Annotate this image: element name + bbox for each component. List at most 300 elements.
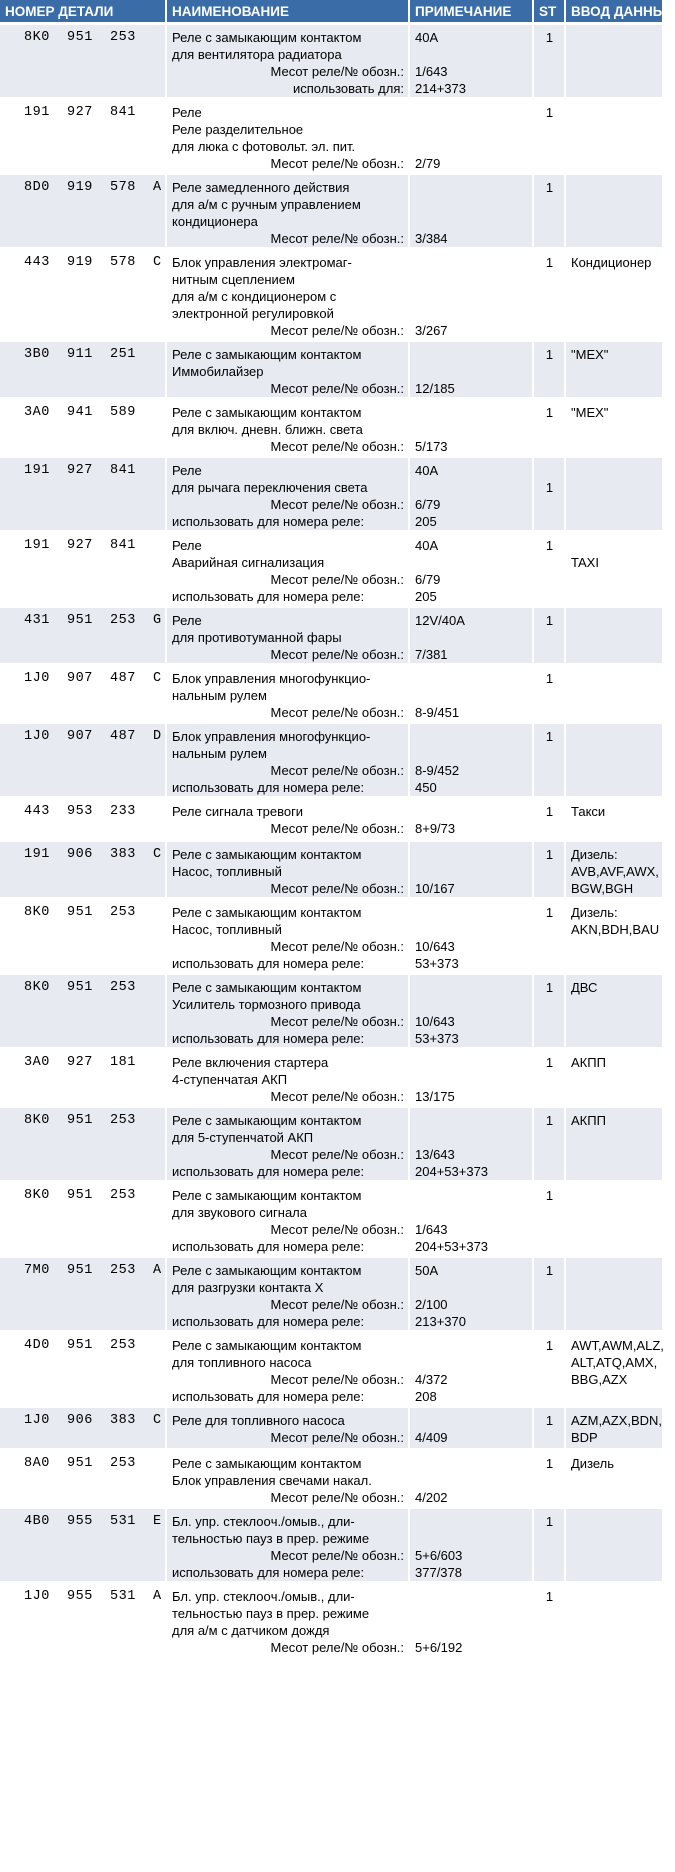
header-st[interactable]: ST	[533, 0, 565, 24]
part-number-cell: 4D0 951 253	[0, 1332, 166, 1407]
description-line: Месот реле/№ обозн.:	[270, 323, 404, 338]
note-cell	[409, 1450, 533, 1508]
data-input-cell	[565, 1407, 662, 1450]
st-cell: 1	[533, 1257, 565, 1332]
note-line	[415, 1204, 528, 1221]
table-row[interactable]	[0, 1583, 662, 1657]
st-cell: 1	[533, 1049, 565, 1107]
description-line: Блок управления многофункцио-	[172, 671, 371, 686]
note-line	[415, 728, 528, 745]
table-row[interactable]	[0, 341, 662, 399]
note-line	[415, 1354, 528, 1371]
part-number-cell: 8K0 951 253	[0, 24, 166, 99]
note-line	[415, 346, 528, 363]
description-line: использовать для номера реле:	[172, 1164, 365, 1179]
note-line: 40A	[415, 463, 439, 478]
description-line: Реле	[172, 463, 202, 478]
note-line	[415, 288, 528, 305]
data-input-line: AWT,AWM,ALZ,	[571, 1338, 664, 1353]
description-line: Месот реле/№ обозн.:	[270, 64, 404, 79]
description-line: Реле с замыкающим контактом	[172, 30, 362, 45]
description-line: Месот реле/№ обозн.:	[270, 1548, 404, 1563]
note-line: 4/372	[415, 1372, 448, 1387]
note-cell	[409, 1182, 533, 1257]
description-cell	[166, 1049, 409, 1107]
data-input-line: АКПП	[571, 1113, 606, 1128]
note-line: 1/643	[415, 64, 448, 79]
description-line: Реле включения стартера	[172, 1055, 329, 1070]
description-line: Месот реле/№ обозн.:	[270, 1222, 404, 1237]
data-input-cell	[565, 24, 662, 99]
data-input-cell	[565, 899, 662, 974]
data-input-cell	[565, 532, 662, 607]
description-line: использовать для номера реле:	[172, 956, 365, 971]
table-row[interactable]	[0, 1049, 662, 1107]
table-row[interactable]	[0, 1332, 662, 1407]
st-cell: 1	[533, 1407, 565, 1450]
table-row[interactable]	[0, 841, 662, 899]
table-body	[0, 24, 662, 1657]
note-line: 208	[415, 1389, 437, 1404]
description-line: использовать для номера реле:	[172, 780, 365, 795]
description-line: Месот реле/№ обозн.:	[270, 1147, 404, 1162]
description-line: использовать для номера реле:	[172, 1239, 365, 1254]
note-line: 3/384	[415, 231, 448, 246]
part-number-cell: 443 953 233	[0, 798, 166, 841]
note-line	[415, 1622, 528, 1639]
data-input-cell	[565, 841, 662, 899]
st-cell: 1	[533, 532, 565, 607]
description-cell	[166, 798, 409, 841]
description-line: для люка с фотовольт. эл. пит.	[172, 139, 356, 154]
description-cell	[166, 1450, 409, 1508]
st-cell: 1	[533, 174, 565, 249]
note-cell	[409, 1407, 533, 1450]
note-cell	[409, 457, 533, 532]
description-line: Месот реле/№ обозн.:	[270, 939, 404, 954]
note-line: 2/79	[415, 156, 441, 171]
data-input-cell	[565, 798, 662, 841]
table-row[interactable]	[0, 457, 662, 532]
description-cell	[166, 532, 409, 607]
note-line	[415, 745, 528, 762]
note-line	[415, 1187, 528, 1204]
note-line	[415, 121, 528, 138]
description-cell	[166, 174, 409, 249]
description-line: Реле замедленного действия	[172, 180, 350, 195]
data-input-line: Дизель	[571, 1456, 615, 1471]
data-input-line: TAXI	[571, 555, 599, 570]
note-cell	[409, 1583, 533, 1657]
description-cell	[166, 1583, 409, 1657]
note-line	[415, 179, 528, 196]
part-number-cell: 1J0 907 487 C	[0, 665, 166, 723]
header-note[interactable]: ПРИМЕЧАНИЕ	[409, 0, 533, 24]
note-line	[415, 1588, 528, 1605]
description-cell	[166, 249, 409, 341]
data-input-line: AZM,AZX,BDN,	[571, 1413, 663, 1428]
description-line: Месот реле/№ обозн.:	[270, 1430, 404, 1445]
description-cell	[166, 841, 409, 899]
note-line	[415, 1337, 528, 1354]
st-cell: 1	[533, 1107, 565, 1182]
data-input-cell	[565, 341, 662, 399]
description-line: для звукового сигнала	[172, 1205, 307, 1220]
data-input-line: "MEX"	[571, 405, 609, 420]
note-line	[415, 104, 528, 121]
note-line	[415, 254, 528, 271]
description-line: для разгрузки контакта X	[172, 1280, 324, 1295]
note-line	[415, 921, 528, 938]
description-line: Реле с замыкающим контактом	[172, 1113, 362, 1128]
note-line	[415, 846, 528, 863]
description-cell	[166, 99, 409, 174]
part-number-cell: 3A0 927 181	[0, 1049, 166, 1107]
note-line	[415, 996, 528, 1013]
description-line: для 5-ступенчатой АКП	[172, 1130, 314, 1145]
note-cell	[409, 1508, 533, 1583]
part-number-cell: 8K0 951 253	[0, 1107, 166, 1182]
table-row[interactable]	[0, 99, 662, 174]
table-row[interactable]	[0, 532, 662, 607]
data-input-cell	[565, 665, 662, 723]
description-cell	[166, 341, 409, 399]
description-line: Реле с замыкающим контактом	[172, 980, 362, 995]
note-line: 377/378	[415, 1565, 462, 1580]
note-line: 204+53+373	[415, 1239, 489, 1254]
note-line	[415, 213, 528, 230]
data-input-cell	[565, 723, 662, 798]
note-line	[415, 1530, 528, 1547]
data-input-line: AKN,BDH,BAU	[571, 922, 660, 937]
description-cell	[166, 607, 409, 665]
data-input-cell	[565, 1508, 662, 1583]
description-line: нальным рулем	[172, 746, 267, 761]
note-line: 3/267	[415, 323, 448, 338]
description-line: для а/м с кондиционером с	[172, 289, 337, 304]
header-name[interactable]: НАИМЕНОВАНИЕ	[166, 0, 409, 24]
part-number-cell: 3B0 911 251	[0, 341, 166, 399]
data-input-line: АКПП	[571, 1055, 606, 1070]
description-cell	[166, 1332, 409, 1407]
note-line	[415, 904, 528, 921]
note-line	[415, 863, 528, 880]
table-row[interactable]	[0, 665, 662, 723]
data-input-line: BBG,AZX	[571, 1372, 628, 1387]
description-line: Реле с замыкающим контактом	[172, 347, 362, 362]
description-line: Месот реле/№ обозн.:	[270, 572, 404, 587]
description-line: Месот реле/№ обозн.:	[270, 705, 404, 720]
note-line	[415, 196, 528, 213]
note-line	[415, 421, 528, 438]
description-line: Реле с замыкающим контактом	[172, 1188, 362, 1203]
part-number-cell: 191 927 841	[0, 99, 166, 174]
note-line	[415, 271, 528, 288]
description-line: использовать для номера реле:	[172, 514, 365, 529]
description-cell	[166, 665, 409, 723]
note-line: 5+6/192	[415, 1640, 463, 1655]
description-line: Месот реле/№ обозн.:	[270, 1490, 404, 1505]
note-line	[415, 670, 528, 687]
table-row[interactable]	[0, 174, 662, 249]
note-line	[415, 629, 528, 646]
st-cell: 1	[533, 899, 565, 974]
note-line	[415, 803, 528, 820]
data-input-cell	[565, 1049, 662, 1107]
description-cell	[166, 399, 409, 457]
st-cell: 1	[533, 665, 565, 723]
note-cell	[409, 399, 533, 457]
st-cell: 1	[533, 249, 565, 341]
note-cell	[409, 607, 533, 665]
note-line: 6/79	[415, 497, 441, 512]
data-input-cell	[565, 1583, 662, 1657]
data-input-line: Такси	[571, 804, 606, 819]
note-cell	[409, 249, 533, 341]
st-cell: 1	[533, 607, 565, 665]
note-cell	[409, 1257, 533, 1332]
description-line: Реле с замыкающим контактом	[172, 405, 362, 420]
part-number-cell: 8K0 951 253	[0, 899, 166, 974]
description-line: использовать для:	[292, 81, 404, 96]
note-line: 2/100	[415, 1297, 448, 1312]
note-line	[415, 1513, 528, 1530]
table-row[interactable]	[0, 399, 662, 457]
description-line: Усилитель тормозного привода	[172, 997, 361, 1012]
st-cell: 1	[533, 1508, 565, 1583]
description-line: Насос, топливный	[172, 864, 282, 879]
note-line	[415, 46, 528, 63]
table-row[interactable]	[0, 249, 662, 341]
description-cell	[166, 457, 409, 532]
st-cell: 1	[533, 1450, 565, 1508]
note-line: 12/185	[415, 381, 455, 396]
note-line: 53+373	[415, 1031, 459, 1046]
description-cell	[166, 1407, 409, 1450]
part-number-cell: 7M0 951 253 A	[0, 1257, 166, 1332]
description-line: Блок управления электромаг-	[172, 255, 352, 270]
data-input-line: Кондиционер	[571, 255, 652, 270]
description-line: Реле с замыкающим контактом	[172, 1456, 362, 1471]
header-part-number[interactable]: НОМЕР ДЕТАЛИ	[0, 0, 166, 24]
description-line: для вентилятора радиатора	[172, 47, 342, 62]
description-line: использовать для номера реле:	[172, 1314, 365, 1329]
description-line: Аварийная сигнализация	[172, 555, 325, 570]
part-number-cell: 191 927 841	[0, 532, 166, 607]
note-cell	[409, 532, 533, 607]
description-line: Бл. упр. стеклоoч./омыв., дли-	[172, 1589, 355, 1604]
table-row[interactable]	[0, 899, 662, 974]
description-line: для топливного насоса	[172, 1355, 312, 1370]
description-line: использовать для номера реле:	[172, 589, 365, 604]
table-row[interactable]	[0, 798, 662, 841]
note-line: 7/381	[415, 647, 448, 662]
note-line	[415, 1472, 528, 1489]
data-input-cell	[565, 399, 662, 457]
note-line: 4/409	[415, 1430, 448, 1445]
description-line: Месот реле/№ обозн.:	[270, 821, 404, 836]
st-cell: 1	[533, 798, 565, 841]
note-line: 450	[415, 780, 437, 795]
part-number-cell: 3A0 941 589	[0, 399, 166, 457]
description-line: нитным сцеплением	[172, 272, 295, 287]
note-line	[415, 479, 528, 496]
description-line: Месот реле/№ обозн.:	[270, 1014, 404, 1029]
description-cell	[166, 1182, 409, 1257]
description-line: для противотуманной фары	[172, 630, 342, 645]
note-line: 5+6/603	[415, 1548, 463, 1563]
data-input-line: AVB,AVF,AWX,	[571, 864, 659, 879]
data-input-cell	[565, 99, 662, 174]
description-line: Реле с замыкающим контактом	[172, 1263, 362, 1278]
data-input-line	[571, 537, 658, 554]
table-row[interactable]	[0, 1107, 662, 1182]
table-row[interactable]	[0, 1407, 662, 1450]
part-number-cell: 8K0 951 253	[0, 974, 166, 1049]
description-cell	[166, 974, 409, 1049]
description-line: Месот реле/№ обозн.:	[270, 1297, 404, 1312]
note-line	[415, 1071, 528, 1088]
note-line	[415, 305, 528, 322]
description-line: Месот реле/№ обозн.:	[270, 381, 404, 396]
description-cell	[166, 1107, 409, 1182]
st-cell: 1	[533, 723, 565, 798]
note-cell	[409, 798, 533, 841]
table-row[interactable]	[0, 723, 662, 798]
part-number-cell: 1J0 955 531 A	[0, 1583, 166, 1657]
note-line	[415, 687, 528, 704]
st-cell: 1	[533, 1182, 565, 1257]
table-row[interactable]	[0, 1257, 662, 1332]
description-line: Месот реле/№ обозн.:	[270, 231, 404, 246]
part-number-cell: 191 927 841	[0, 457, 166, 532]
header-data-input[interactable]: ВВОД ДАННЫХ	[565, 0, 662, 24]
note-line: 40A	[415, 538, 439, 553]
description-line: использовать для номера реле:	[172, 1031, 365, 1046]
description-line: использовать для номера реле:	[172, 1389, 365, 1404]
description-line: электронной регулировкой	[172, 306, 334, 321]
description-line: для а/м с ручным управлением	[172, 197, 361, 212]
table-row[interactable]	[0, 1450, 662, 1508]
note-line	[415, 1455, 528, 1472]
part-number-cell: 191 906 383 C	[0, 841, 166, 899]
table-row[interactable]	[0, 974, 662, 1049]
description-line: Блок управления многофункцио-	[172, 729, 371, 744]
note-line: 8-9/452	[415, 763, 460, 778]
description-line: Месот реле/№ обозн.:	[270, 881, 404, 896]
description-line: Блок управления свечами накал.	[172, 1473, 372, 1488]
note-cell	[409, 723, 533, 798]
data-input-cell	[565, 1182, 662, 1257]
note-cell	[409, 665, 533, 723]
note-cell	[409, 974, 533, 1049]
st-cell: 1	[533, 1332, 565, 1407]
data-input-line: Дизель:	[571, 847, 618, 862]
data-input-line: ALT,ATQ,AMX,	[571, 1355, 658, 1370]
note-line	[415, 554, 528, 571]
st-cell: 1	[533, 841, 565, 899]
note-line: 1/643	[415, 1222, 448, 1237]
data-input-cell	[565, 607, 662, 665]
part-number-cell: 8K0 951 253	[0, 1182, 166, 1257]
note-line	[415, 1412, 528, 1429]
note-line: 205	[415, 514, 437, 529]
description-line: Месот реле/№ обозн.:	[270, 1372, 404, 1387]
description-line: для включ. дневн. ближн. света	[172, 422, 363, 437]
part-number-cell: 443 919 578 C	[0, 249, 166, 341]
st-cell: 1	[533, 457, 565, 532]
part-number-cell: 8D0 919 578 A	[0, 174, 166, 249]
description-line: Реле с замыкающим контактом	[172, 847, 362, 862]
note-cell	[409, 341, 533, 399]
data-input-cell	[565, 249, 662, 341]
note-cell	[409, 841, 533, 899]
description-line: Реле с замыкающим контактом	[172, 905, 362, 920]
note-line: 10/167	[415, 881, 455, 896]
note-line: 13/175	[415, 1089, 455, 1104]
note-cell	[409, 99, 533, 174]
description-line: Месот реле/№ обозн.:	[270, 1089, 404, 1104]
note-line: 5/173	[415, 439, 448, 454]
data-input-line: "MEX"	[571, 347, 609, 362]
data-input-cell	[565, 174, 662, 249]
note-line	[415, 1054, 528, 1071]
note-line: 53+373	[415, 956, 459, 971]
description-line: использовать для номера реле:	[172, 1565, 365, 1580]
part-number-cell: 1J0 906 383 C	[0, 1407, 166, 1450]
table-row[interactable]	[0, 24, 662, 99]
note-line: 13/643	[415, 1147, 455, 1162]
note-cell	[409, 24, 533, 99]
note-line: 50A	[415, 1263, 439, 1278]
description-line: Месот реле/№ обозн.:	[270, 497, 404, 512]
description-line: кондиционера	[172, 214, 258, 229]
description-cell	[166, 899, 409, 974]
st-cell: 1	[533, 399, 565, 457]
table-row[interactable]	[0, 1182, 662, 1257]
note-line	[415, 979, 528, 996]
description-line: Месот реле/№ обозн.:	[270, 763, 404, 778]
note-line: 12V/40A	[415, 613, 465, 628]
table-header-row	[0, 0, 662, 24]
data-input-line: BGW,BGH	[571, 881, 634, 896]
description-line: Реле	[172, 105, 202, 120]
data-input-cell	[565, 974, 662, 1049]
part-number-cell: 1J0 907 487 D	[0, 723, 166, 798]
description-line: Реле для топливного насоса	[172, 1413, 345, 1428]
st-cell: 1	[533, 341, 565, 399]
note-line: 214+373	[415, 81, 466, 96]
description-line: Реле разделительное	[172, 122, 304, 137]
data-input-cell	[565, 1332, 662, 1407]
note-line: 6/79	[415, 572, 441, 587]
description-line: Иммобилайзер	[172, 364, 264, 379]
note-line	[415, 404, 528, 421]
table-row[interactable]	[0, 1508, 662, 1583]
st-cell: 1	[533, 1583, 565, 1657]
table-row[interactable]	[0, 607, 662, 665]
note-cell	[409, 1332, 533, 1407]
st-cell: 1	[533, 99, 565, 174]
note-cell	[409, 1107, 533, 1182]
note-line	[415, 1279, 528, 1296]
note-cell	[409, 1049, 533, 1107]
data-input-line: ДВС	[571, 980, 598, 995]
description-line: Реле	[172, 613, 202, 628]
note-line: 10/643	[415, 939, 455, 954]
part-number-cell: 8A0 951 253	[0, 1450, 166, 1508]
st-cell: 1	[533, 974, 565, 1049]
